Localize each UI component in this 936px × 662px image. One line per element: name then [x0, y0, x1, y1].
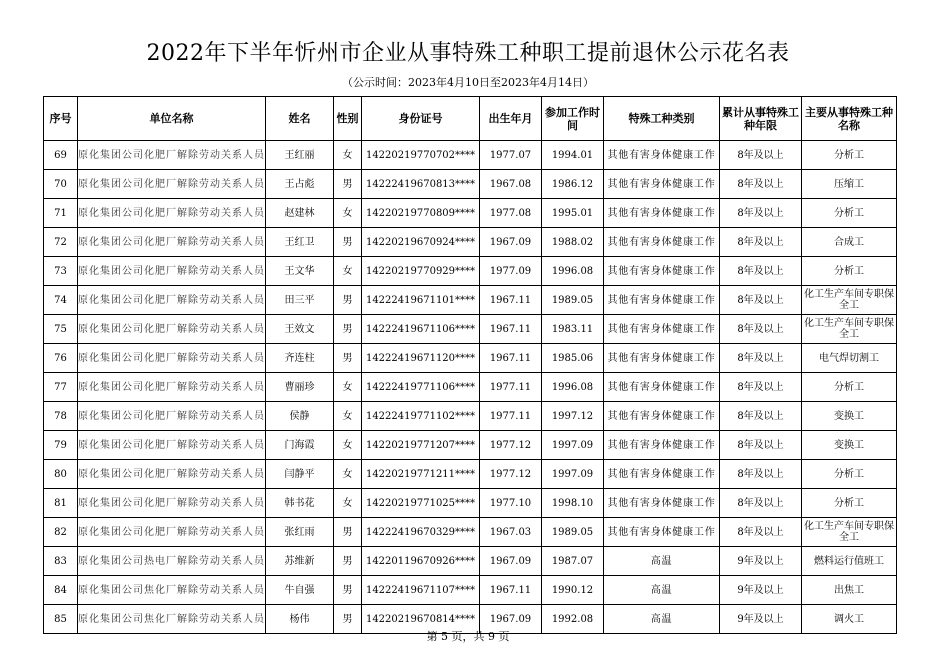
cell-birth: 1967.09: [480, 605, 542, 634]
cell-category: 其他有害身体健康工作: [604, 460, 720, 489]
page-title: 2022年下半年忻州市企业从事特殊工种职工提前退休公示花名表: [146, 41, 790, 66]
cell-category: 高温: [604, 576, 720, 605]
cell-seq: 77: [44, 373, 78, 402]
table-row: [44, 228, 897, 257]
cell-gender: 男: [334, 518, 362, 547]
cell-category: 其他有害身体健康工作: [604, 286, 720, 315]
cell-category: 其他有害身体健康工作: [604, 228, 720, 257]
cell-gender: 女: [334, 402, 362, 431]
cell-name: 侯静: [266, 402, 334, 431]
cell-seq: 69: [44, 141, 78, 170]
cell-name: 田三平: [266, 286, 334, 315]
cell-work-start: 1998.10: [542, 489, 604, 518]
cell-job: 调火工: [802, 605, 897, 634]
cell-seq: 74: [44, 286, 78, 315]
table-row: [44, 518, 897, 547]
table-row: [44, 576, 897, 605]
table-row: [44, 402, 897, 431]
cell-name: 杨伟: [266, 605, 334, 634]
cell-birth: 1977.10: [480, 489, 542, 518]
cell-job: 化工生产车间专职保全工: [802, 518, 897, 547]
cell-work-start: 1994.01: [542, 141, 604, 170]
cell-job: 分析工: [802, 141, 897, 170]
cell-category: 其他有害身体健康工作: [604, 344, 720, 373]
cell-work-start: 1992.08: [542, 605, 604, 634]
cell-gender: 女: [334, 199, 362, 228]
cell-category: 其他有害身体健康工作: [604, 489, 720, 518]
table-row: [44, 315, 897, 344]
cell-name: 王文华: [266, 257, 334, 286]
cell-birth: 1967.11: [480, 344, 542, 373]
cell-years: 8年及以上: [720, 373, 802, 402]
cell-years: 8年及以上: [720, 170, 802, 199]
cell-job: 分析工: [802, 489, 897, 518]
cell-id: 14222419771106****: [362, 373, 480, 402]
cell-work-start: 1996.08: [542, 257, 604, 286]
cell-birth: 1967.03: [480, 518, 542, 547]
cell-job: 燃料运行值班工: [802, 547, 897, 576]
cell-category: 其他有害身体健康工作: [604, 199, 720, 228]
cell-gender: 男: [334, 576, 362, 605]
cell-birth: 1967.11: [480, 576, 542, 605]
cell-id: 14222419671101****: [362, 286, 480, 315]
header-gender: 性别: [334, 97, 362, 141]
cell-gender: 男: [334, 315, 362, 344]
cell-name: 王红丽: [266, 141, 334, 170]
cell-name: 王占彪: [266, 170, 334, 199]
cell-unit: 原化集团公司化肥厂解除劳动关系人员: [78, 141, 266, 170]
cell-years: 9年及以上: [720, 576, 802, 605]
cell-unit: 原化集团公司热电厂解除劳动关系人员: [78, 547, 266, 576]
cell-birth: 1977.12: [480, 460, 542, 489]
cell-job: 变换工: [802, 402, 897, 431]
cell-gender: 男: [334, 228, 362, 257]
table-row: [44, 257, 897, 286]
cell-work-start: 1983.11: [542, 315, 604, 344]
cell-unit: 原化集团公司化肥厂解除劳动关系人员: [78, 170, 266, 199]
cell-id: 14222419771102****: [362, 402, 480, 431]
cell-job: 出焦工: [802, 576, 897, 605]
cell-gender: 女: [334, 489, 362, 518]
header-work-start: 参加工作时间: [542, 97, 604, 141]
cell-gender: 女: [334, 431, 362, 460]
header-category: 特殊工种类别: [604, 97, 720, 141]
cell-id: 14220219770702****: [362, 141, 480, 170]
cell-work-start: 1989.05: [542, 286, 604, 315]
cell-work-start: 1997.12: [542, 402, 604, 431]
cell-years: 8年及以上: [720, 460, 802, 489]
cell-name: 赵建林: [266, 199, 334, 228]
cell-category: 其他有害身体健康工作: [604, 141, 720, 170]
cell-unit: 原化集团公司焦化厂解除劳动关系人员: [78, 576, 266, 605]
cell-work-start: 1990.12: [542, 576, 604, 605]
cell-id: 14220219771207****: [362, 431, 480, 460]
cell-job: 分析工: [802, 257, 897, 286]
cell-unit: 原化集团公司化肥厂解除劳动关系人员: [78, 431, 266, 460]
cell-years: 8年及以上: [720, 518, 802, 547]
cell-birth: 1977.11: [480, 402, 542, 431]
table-row: [44, 141, 897, 170]
table-row: [44, 286, 897, 315]
cell-work-start: 1986.12: [542, 170, 604, 199]
cell-category: 其他有害身体健康工作: [604, 170, 720, 199]
cell-id: 14222419670813****: [362, 170, 480, 199]
cell-seq: 78: [44, 402, 78, 431]
cell-job: 压缩工: [802, 170, 897, 199]
cell-id: 14220219771211****: [362, 460, 480, 489]
cell-birth: 1977.07: [480, 141, 542, 170]
header-seq: 序号: [44, 97, 78, 141]
cell-category: 高温: [604, 605, 720, 634]
cell-job: 分析工: [802, 460, 897, 489]
cell-name: 韩书花: [266, 489, 334, 518]
cell-unit: 原化集团公司化肥厂解除劳动关系人员: [78, 257, 266, 286]
cell-id: 14222419671107****: [362, 576, 480, 605]
cell-job: 分析工: [802, 373, 897, 402]
cell-seq: 72: [44, 228, 78, 257]
cell-seq: 83: [44, 547, 78, 576]
cell-id: 14220219670924****: [362, 228, 480, 257]
cell-seq: 79: [44, 431, 78, 460]
cell-seq: 73: [44, 257, 78, 286]
cell-job: 分析工: [802, 199, 897, 228]
cell-id: 14220219770809****: [362, 199, 480, 228]
cell-id: 14222419671120****: [362, 344, 480, 373]
cell-gender: 女: [334, 141, 362, 170]
cell-work-start: 1985.06: [542, 344, 604, 373]
cell-gender: 男: [334, 286, 362, 315]
cell-unit: 原化集团公司化肥厂解除劳动关系人员: [78, 228, 266, 257]
cell-gender: 女: [334, 460, 362, 489]
cell-years: 8年及以上: [720, 431, 802, 460]
cell-unit: 原化集团公司化肥厂解除劳动关系人员: [78, 373, 266, 402]
cell-name: 王效文: [266, 315, 334, 344]
cell-category: 其他有害身体健康工作: [604, 402, 720, 431]
cell-gender: 女: [334, 373, 362, 402]
cell-birth: 1967.08: [480, 170, 542, 199]
cell-job: 电气焊切割工: [802, 344, 897, 373]
cell-work-start: 1989.05: [542, 518, 604, 547]
table-row: [44, 431, 897, 460]
header-name: 姓名: [266, 97, 334, 141]
cell-years: 9年及以上: [720, 605, 802, 634]
cell-category: 其他有害身体健康工作: [604, 431, 720, 460]
cell-unit: 原化集团公司焦化厂解除劳动关系人员: [78, 605, 266, 634]
cell-category: 其他有害身体健康工作: [604, 315, 720, 344]
cell-years: 8年及以上: [720, 315, 802, 344]
cell-unit: 原化集团公司化肥厂解除劳动关系人员: [78, 460, 266, 489]
table-row: [44, 547, 897, 576]
cell-years: 8年及以上: [720, 257, 802, 286]
header-years: 累计从事特殊工种年限: [720, 97, 802, 141]
cell-id: 14222419670329****: [362, 518, 480, 547]
cell-id: 14220219670814****: [362, 605, 480, 634]
cell-work-start: 1997.09: [542, 431, 604, 460]
cell-unit: 原化集团公司化肥厂解除劳动关系人员: [78, 199, 266, 228]
cell-category: 其他有害身体健康工作: [604, 518, 720, 547]
cell-work-start: 1997.09: [542, 460, 604, 489]
cell-birth: 1977.08: [480, 199, 542, 228]
table-row: [44, 344, 897, 373]
cell-name: 张红雨: [266, 518, 334, 547]
cell-category: 高温: [604, 547, 720, 576]
cell-years: 8年及以上: [720, 402, 802, 431]
table-row: [44, 460, 897, 489]
cell-years: 8年及以上: [720, 489, 802, 518]
cell-unit: 原化集团公司化肥厂解除劳动关系人员: [78, 402, 266, 431]
header-unit: 单位名称: [78, 97, 266, 141]
cell-seq: 71: [44, 199, 78, 228]
cell-work-start: 1995.01: [542, 199, 604, 228]
cell-job: 化工生产车间专职保全工: [802, 315, 897, 344]
cell-birth: 1977.12: [480, 431, 542, 460]
cell-name: 齐连柱: [266, 344, 334, 373]
cell-id: 14222419671106****: [362, 315, 480, 344]
cell-id: 14220219770929****: [362, 257, 480, 286]
cell-unit: 原化集团公司化肥厂解除劳动关系人员: [78, 315, 266, 344]
cell-years: 8年及以上: [720, 141, 802, 170]
cell-name: 牛自强: [266, 576, 334, 605]
cell-id: 14220219771025****: [362, 489, 480, 518]
cell-birth: 1977.09: [480, 257, 542, 286]
cell-years: 8年及以上: [720, 228, 802, 257]
cell-years: 9年及以上: [720, 547, 802, 576]
cell-job: 化工生产车间专职保全工: [802, 286, 897, 315]
cell-name: 闫静平: [266, 460, 334, 489]
publicity-period: （公示时间：2023年4月10日至2023年4月14日）: [342, 76, 594, 89]
cell-work-start: 1996.08: [542, 373, 604, 402]
table-row: [44, 489, 897, 518]
table-row: [44, 373, 897, 402]
cell-gender: 男: [334, 547, 362, 576]
cell-seq: 76: [44, 344, 78, 373]
cell-unit: 原化集团公司化肥厂解除劳动关系人员: [78, 344, 266, 373]
cell-seq: 82: [44, 518, 78, 547]
cell-birth: 1967.11: [480, 286, 542, 315]
cell-unit: 原化集团公司化肥厂解除劳动关系人员: [78, 489, 266, 518]
header-job: 主要从事特殊工种名称: [802, 97, 897, 141]
cell-job: 变换工: [802, 431, 897, 460]
page-number: 第 5 页，共 9 页: [426, 630, 510, 643]
cell-seq: 84: [44, 576, 78, 605]
header-id: 身份证号: [362, 97, 480, 141]
table-row: [44, 199, 897, 228]
cell-years: 8年及以上: [720, 344, 802, 373]
cell-work-start: 1988.02: [542, 228, 604, 257]
header-birth: 出生年月: [480, 97, 542, 141]
cell-gender: 女: [334, 257, 362, 286]
cell-name: 王红卫: [266, 228, 334, 257]
cell-name: 门海霞: [266, 431, 334, 460]
cell-id: 14220119670926****: [362, 547, 480, 576]
cell-birth: 1967.09: [480, 228, 542, 257]
cell-unit: 原化集团公司化肥厂解除劳动关系人员: [78, 286, 266, 315]
cell-seq: 70: [44, 170, 78, 199]
retiree-table: [43, 96, 897, 634]
cell-birth: 1967.11: [480, 315, 542, 344]
cell-name: 曹丽珍: [266, 373, 334, 402]
cell-years: 8年及以上: [720, 286, 802, 315]
cell-unit: 原化集团公司化肥厂解除劳动关系人员: [78, 518, 266, 547]
cell-category: 其他有害身体健康工作: [604, 373, 720, 402]
cell-years: 8年及以上: [720, 199, 802, 228]
cell-work-start: 1987.07: [542, 547, 604, 576]
cell-gender: 男: [334, 605, 362, 634]
cell-seq: 75: [44, 315, 78, 344]
cell-seq: 85: [44, 605, 78, 634]
cell-gender: 男: [334, 170, 362, 199]
header-row: [44, 97, 897, 141]
cell-seq: 80: [44, 460, 78, 489]
cell-birth: 1967.09: [480, 547, 542, 576]
cell-birth: 1977.11: [480, 373, 542, 402]
cell-name: 苏维新: [266, 547, 334, 576]
cell-seq: 81: [44, 489, 78, 518]
cell-job: 合成工: [802, 228, 897, 257]
cell-gender: 男: [334, 344, 362, 373]
cell-category: 其他有害身体健康工作: [604, 257, 720, 286]
table-row: [44, 170, 897, 199]
